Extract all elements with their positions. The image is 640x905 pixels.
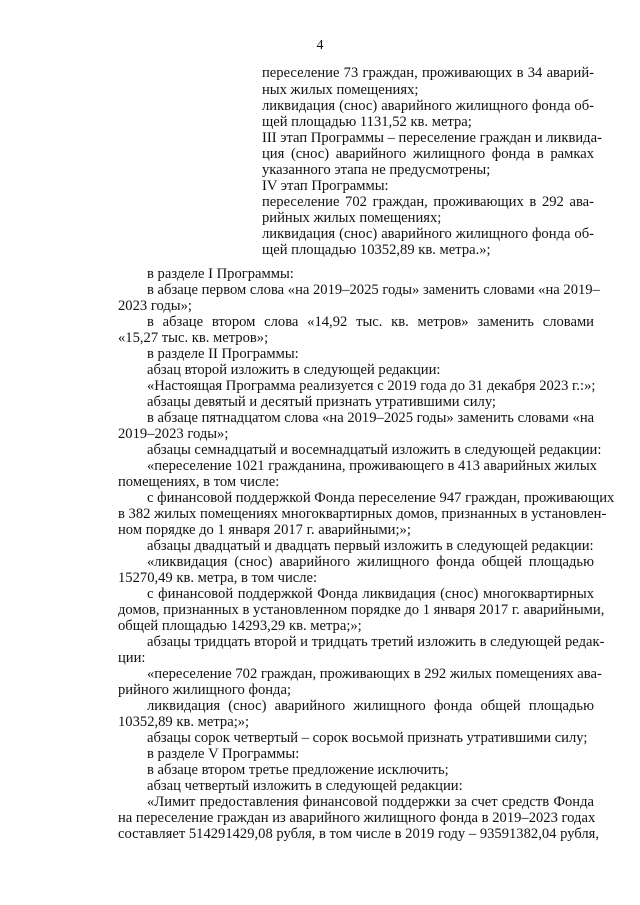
- text-line: рийного жилищного фонда;: [118, 682, 292, 698]
- text-line: III этап Программы – переселение граждан и ликвида-: [262, 130, 602, 146]
- text-line: ном порядке до 1 января 2017 г. аварийными;»;: [118, 522, 411, 538]
- text-line: ции:: [118, 650, 146, 666]
- text-line: переселение 73 граждан, проживающих в 34 аварий-: [262, 65, 594, 81]
- text-line: 15270,49 кв. метра, в том числе:: [118, 570, 318, 586]
- text-line: на переселение граждан из аварийного жилищного фонда в 2019–2023 годах: [118, 810, 596, 826]
- text-line: домов, признанных в установленном порядке до 1 января 2017 г. аварийными,: [118, 602, 605, 618]
- text-line: ных жилых помещениях;: [262, 82, 419, 98]
- text-line: IV этап Программы:: [262, 178, 389, 194]
- text-line: «15,27 тыс. кв. метров»;: [118, 330, 269, 346]
- text-line: «Настоящая Программа реализуется с 2019 года до 31 декабря 2023 г.:»;: [147, 378, 596, 394]
- text-line: абзацы семнадцатый и восемнадцатый изложить в следующей редакции:: [147, 442, 602, 458]
- text-line: ликвидация (снос) аварийного жилищного фонда об-: [262, 226, 594, 242]
- text-line: ликвидация (снос) аварийного жилищного фонда об-: [262, 98, 594, 114]
- text-line: в разделе II Программы:: [147, 346, 299, 362]
- text-line: щей площадью 1131,52 кв. метра;: [262, 114, 472, 130]
- text-line: с финансовой поддержкой Фонда ликвидация (снос) многоквартирных: [147, 586, 594, 602]
- text-line: ция (снос) аварийного жилищного фонда в рамках: [262, 146, 594, 162]
- text-line: «переселение 1021 гражданина, проживающего в 413 аварийных жилых: [147, 458, 597, 474]
- text-line: общей площадью 14293,29 кв. метра;»;: [118, 618, 362, 634]
- text-line: 2019–2023 годы»;: [118, 426, 229, 442]
- text-line: в разделе I Программы:: [147, 266, 294, 282]
- text-line: рийных жилых помещениях;: [262, 210, 442, 226]
- text-line: помещениях, в том числе:: [118, 474, 280, 490]
- text-line: в разделе V Программы:: [147, 746, 300, 762]
- text-line: в абзаце втором третье предложение исключить;: [147, 762, 449, 778]
- text-line: в 382 жилых помещениях многоквартирных домов, признанных в установлен-: [118, 506, 607, 522]
- page-number: 4: [316, 38, 324, 53]
- text-line: «ликвидация (снос) аварийного жилищного фонда общей площадью: [147, 554, 594, 570]
- text-line: составляет 514291429,08 рубля, в том числе в 2019 году – 93591382,04 рубля,: [118, 826, 600, 842]
- text-line: абзац второй изложить в следующей редакции:: [147, 362, 441, 378]
- text-line: абзац четвертый изложить в следующей редакции:: [147, 778, 463, 794]
- text-line: щей площадью 10352,89 кв. метра.»;: [262, 242, 491, 258]
- text-line: абзацы девятый и десятый признать утратившими силу;: [147, 394, 496, 410]
- text-line: абзацы сорок четвертый – сорок восьмой признать утратившими силу;: [147, 730, 588, 746]
- text-line: ликвидация (снос) аварийного жилищного фонда общей площадью: [147, 698, 594, 714]
- text-line: абзацы тридцать второй и тридцать третий изложить в следующей редак-: [147, 634, 605, 650]
- text-line: в абзаце пятнадцатом слова «на 2019–2025 годы» заменить словами «на: [147, 410, 595, 426]
- text-line: 10352,89 кв. метра;»;: [118, 714, 250, 730]
- text-line: с финансовой поддержкой Фонда переселение 947 граждан, проживающих: [147, 490, 615, 506]
- text-line: указанного этапа не предусмотрены;: [262, 162, 491, 178]
- text-line: «переселение 702 граждан, проживающих в 292 жилых помещениях ава-: [147, 666, 602, 682]
- text-line: переселение 702 граждан, проживающих в 292 ава-: [262, 194, 594, 210]
- text-line: «Лимит предоставления финансовой поддержки за счет средств Фонда: [147, 794, 594, 810]
- text-line: абзацы двадцатый и двадцать первый изложить в следующей редакции:: [147, 538, 594, 554]
- text-line: в абзаце втором слова «14,92 тыс. кв. метров» заменить словами: [147, 314, 594, 330]
- text-line: 2023 годы»;: [118, 298, 192, 314]
- text-line: в абзаце первом слова «на 2019–2025 годы» заменить словами «на 2019–: [147, 282, 600, 298]
